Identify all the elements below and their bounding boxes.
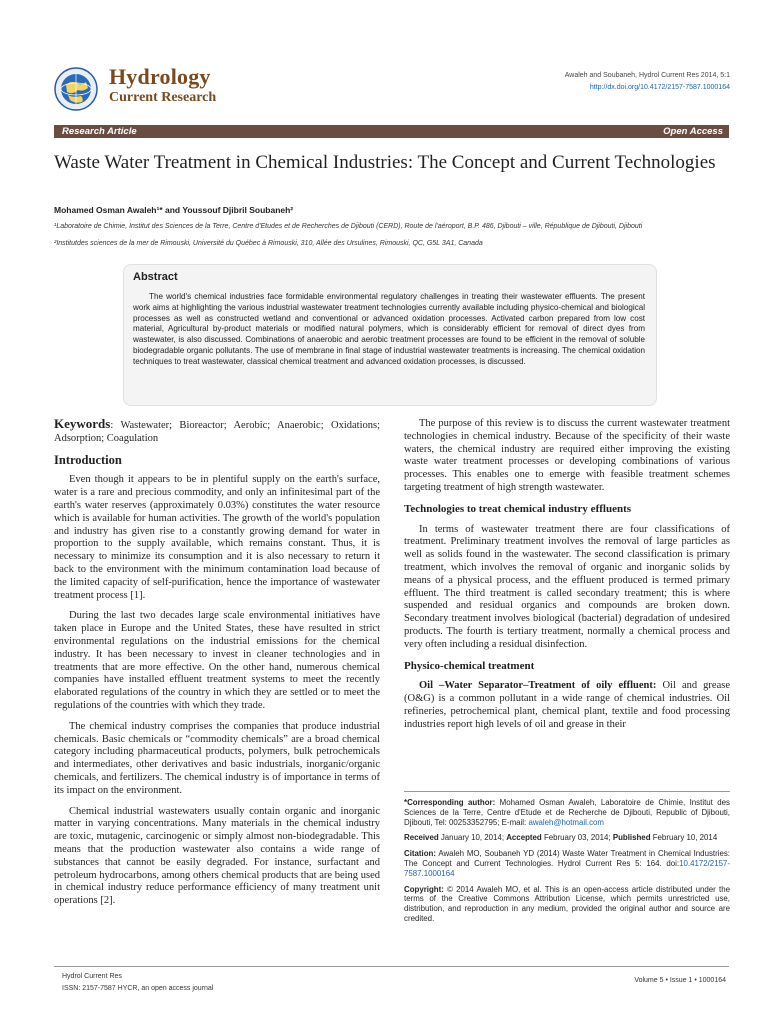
- oil-water-text: Oil and grease (O&G) is a common pollutant in a wide range of chemical industries. Oil refineries, petrochemical plant, chemical plant, textile and food processing industries report high levels of oil and grease in their: [404, 680, 730, 730]
- right-column: [404, 418, 730, 740]
- citation: [404, 849, 730, 878]
- accepted-date: February 03, 2014;: [541, 833, 613, 843]
- intro-paragraph-4: Chemical industrial wastewaters usually contain organic and inorganic matter in varying concentrations. Many materials in the chemical industry are toxic, mutagenic, carcinogenic or simply almost non-biodegradable. This means that the production wastewater also contains a wide range of substances that cannot be easily degraded. For instance, surfactant and petroleum hydrocarbons, among others chemical products that are being used in chemical industry reduce performance efficiency of many treatment unit operations [2].: [54, 805, 380, 907]
- oil-water-paragraph: [404, 680, 730, 731]
- footer-journal: Hydrol Current Res: [62, 973, 122, 980]
- footer-issn: ISSN: 2157-7587 HYCR, an open access journal: [62, 985, 214, 992]
- introduction-heading: Introduction: [54, 452, 122, 467]
- affiliation-2: ²Institutdes sciences de la mer de Rimouski, Université du Québec à Rimouski, 310, Allée des Ursulines, Rimouski, QC, G5L 3A1, Canada: [54, 240, 483, 247]
- corresponding-author-text: Mohamed Osman Awaleh, Laboratoire de Chimie, Institut des Sciences de la Terre, Centre d'Etude et de Recherche de Djibouti, Republic of Djibouti, Djibouti, Tel: 00253352795; E-mail:: [404, 798, 730, 827]
- affiliation-1: ¹Laboratoire de Chimie, Institut des Sciences de la Terre, Centre d'Etudes et de Recherches de Djibouti (CERD), Route de l'aéroport, B.P. 486, Djibouti – ville, République de Djibouti, Djibouti: [54, 223, 643, 230]
- received-date: January 10, 2014;: [438, 833, 507, 843]
- footer-journal-info: [62, 971, 213, 995]
- copyright: [404, 885, 730, 924]
- accepted-label: Accepted: [506, 833, 542, 843]
- physico-chemical-heading: Physico-chemical treatment: [404, 659, 535, 672]
- header-citation: [565, 70, 730, 94]
- keywords-label: Keywords: [54, 416, 111, 431]
- abstract-text: The world's chemical industries face formidable environmental regulatory challenges in treating their wastewater effluents. The present work aims at highlighting the various industrial wastewater treatment technologies currently available including physico-chemical and biological processes as well as constructed wetland and conventional or advanced oxidation processes. Activated carbon prepared from low cost material, Agricultural by-product materials or modified natural polymers, which is considerably efficient for removal of direct dyes from wastewater, is also discussed. Combinations of anaerobic and aerobic treatment processes are found to be efficient in the removal of soluble biodegradable organic pollutants. The use of membrane in final stage of industrial wastewater treatments is increasing. The chemical oxidation techniques to treat wastewater, classical chemical treatment and advanced oxidation processes, is discussed.: [133, 292, 645, 366]
- footer-divider: [54, 966, 729, 967]
- citation-text: Awaleh MO, Soubaneh YD (2014) Waste Water Treatment in Chemical Industries: The Concept and Current Technologies. Hydrol Current Res 5: 164. doi:: [404, 849, 730, 868]
- citation-doi-link[interactable]: 10.4172/2157-7587.1000164: [404, 858, 730, 878]
- copyright-label: Copyright:: [404, 884, 444, 894]
- received-label: Received: [404, 833, 439, 843]
- intro-paragraph-1: Even though it appears to be in plentiful supply on the earth's surface, water is a rare and precious commodity, and only an infinitesimal part of the earth's water reserves (approximately 0.03%) constitutes the water resource which is available for human activities. The growth of the world's population and industry has given rise to a constantly growing demand for water in proportion to the supply available, which remains constant. Thus, it is necessary to minimize its consumption and it is also necessary to return it back to the environment with the minimum contamination load because of the limited capacity of self-purification, hence the importance of wastewater treatment process [1].: [54, 474, 380, 601]
- open-access-label: Open Access: [663, 126, 723, 137]
- purpose-paragraph: The purpose of this review is to discuss the current wastewater treatment technologies in chemical industry. Because of the specificity of their waste waters, the chemical industry are required either improving the existing waste water treatment processes or developing combinations of various processes. This enables one to emerge with feasible treatment schemes targeting treatment of high strength wastewater.: [404, 418, 730, 493]
- journal-subtitle: Current Research: [109, 90, 217, 105]
- citation-label: Citation:: [404, 849, 436, 859]
- footer-volume: Volume 5 • Issue 1 • 1000164: [634, 977, 726, 984]
- journal-name: Hydrology: [109, 64, 211, 89]
- abstract-heading: Abstract: [133, 271, 178, 283]
- email-link[interactable]: awaleh@hotmail.com: [528, 817, 604, 827]
- journal-logo-globe-icon: [53, 66, 99, 112]
- doi-link[interactable]: http://dx.doi.org/10.4172/2157-7587.1000164: [589, 84, 730, 91]
- left-column: [54, 418, 380, 916]
- article-title: Waste Water Treatment in Chemical Industries: The Concept and Current Technologies: [54, 152, 716, 173]
- footnotes: [404, 798, 730, 930]
- authors: Mohamed Osman Awaleh¹* and Youssouf Djibril Soubaneh²: [54, 205, 294, 215]
- intro-paragraph-2: During the last two decades large scale environmental initiatives have taken place in Europe and the United States, these have resulted in strict environmental regulations on the industrial emissions for the chemical industry. It has been necessary to invest in cleaner technologies and in treatments that are more effective. On the other hand, numerous chemical companies have installed effluent treatment systems to meet the recently elaborated regulations of the country in which they are settled or to meet the regulations of the countries with which they trade.: [54, 610, 380, 711]
- citation-line: Awaleh and Soubaneh, Hydrol Current Res 2014, 5:1: [564, 72, 730, 79]
- technologies-heading: Technologies to treat chemical industry effluents: [404, 502, 632, 515]
- published-label: Published: [612, 833, 651, 843]
- keywords: [54, 418, 380, 446]
- article-type-label: Research Article: [62, 126, 137, 137]
- corresponding-author-label: *Corresponding author:: [404, 798, 496, 807]
- intro-paragraph-3: The chemical industry comprises the companies that produce industrial chemicals. Basic chemicals or “commodity chemicals” are a broad chemical category including pharmaceutical products, polymers, bulk petrochemicals and intermediates, other derivatives and basic industrials, inorganic/organic chemicals, and fertilizers. The chemical industry is of importance in terms of its impact on the environment.: [54, 720, 380, 796]
- dates: [404, 833, 730, 843]
- oil-water-subheading: Oil –Water Separator–Treatment of oily effluent:: [419, 680, 657, 692]
- corresponding-author: [404, 798, 730, 827]
- footnote-divider: [404, 791, 730, 792]
- article-type-bar: [54, 125, 729, 138]
- published-date: February 10, 2014: [650, 833, 718, 843]
- technologies-paragraph: In terms of wastewater treatment there are four classifications of treatment. Preliminary treatment involves the removal of large particles as well as solids found in the wastewater. The second classification is primary treatment, which involves the removal of organic and inorganic solids by means of a physical process, and the effluent produced is termed primary effluent. The third treatment is called secondary treatment; this is where suspended and residual organics and compounds are broken down. Secondary treatment involves biological (bacterial) degradation of undesired products. The fourth is tertiary treatment, normally a chemical process and very often including a residual disinfection.: [404, 523, 730, 650]
- copyright-text: © 2014 Awaleh MO, et al. This is an open-access article distributed under the terms of the Creative Commons Attribution License, which permits unrestricted use, distribution, and reproduction in any medium, provided the original author and source are credited.: [404, 884, 730, 923]
- keywords-list: : Wastewater; Bioreactor; Aerobic; Anaerobic; Oxidations; Adsorption; Coagulation: [54, 420, 380, 444]
